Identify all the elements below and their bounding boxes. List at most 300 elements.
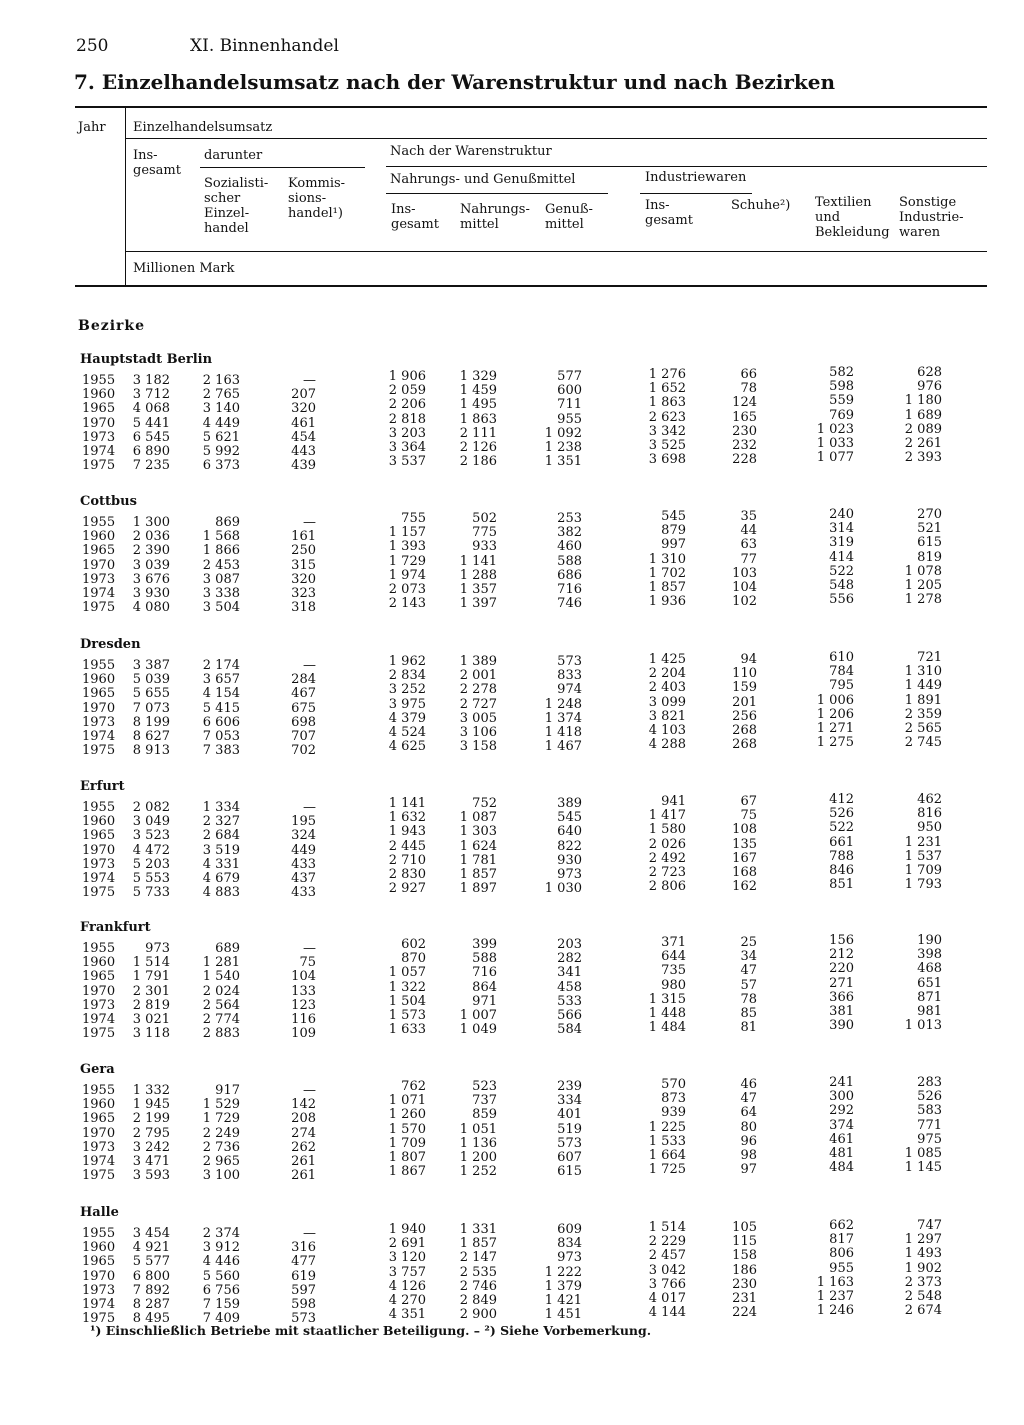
table-cell: 775: [472, 525, 497, 541]
table-cell: 597: [291, 1282, 316, 1298]
table-cell: 607: [557, 1149, 582, 1165]
table-cell: 1973: [82, 429, 116, 445]
rule-bottom: [75, 285, 987, 287]
table-cell: 1960: [82, 529, 116, 545]
table-cell: 8 199: [132, 714, 170, 730]
table-cell: 2 403: [648, 680, 686, 696]
table-cell: 481: [829, 1145, 854, 1161]
table-cell: 3 525: [648, 437, 686, 453]
column-kommissionshandel: [291, 1084, 316, 1183]
table-cell: 2 111: [459, 425, 497, 441]
table-cell: 2 745: [904, 735, 942, 751]
column-industriewaren-insgesamt: [649, 510, 686, 609]
table-cell: 523: [472, 1079, 497, 1094]
table-cell: 7 235: [132, 458, 170, 474]
column-textilien-bekleidung: [829, 508, 854, 607]
table-cell: 1 807: [388, 1149, 426, 1165]
table-cell: 1973: [82, 714, 116, 730]
table-cell: 1 379: [544, 1278, 582, 1294]
table-cell: 577: [557, 369, 582, 384]
table-cell: 1974: [82, 870, 116, 886]
table-cell: 316: [291, 1240, 316, 1256]
table-cell: 1 417: [648, 808, 686, 824]
table-cell: 116: [291, 1011, 316, 1027]
column-genussmittel: [557, 938, 582, 1037]
table-cell: 2 143: [388, 596, 426, 612]
table-cell: 1 051: [459, 1121, 497, 1137]
header-schuhe: Schuhe²): [731, 198, 791, 213]
table-cell: 1960: [82, 672, 116, 688]
table-cell: 98: [740, 1147, 757, 1163]
table-cell: 873: [661, 1091, 686, 1107]
table-cell: 1 632: [388, 810, 426, 826]
table-cell: 3 338: [202, 585, 240, 601]
table-cell: 1 145: [904, 1160, 942, 1176]
table-cell: 230: [732, 1276, 757, 1292]
table-cell: 559: [829, 393, 854, 409]
table-cell: 315: [291, 557, 316, 573]
table-cell: 1970: [82, 842, 116, 858]
table-cell: 1 334: [202, 800, 240, 815]
table-cell: 8 913: [132, 743, 170, 759]
table-cell: 533: [557, 993, 582, 1009]
table-cell: 973: [557, 1250, 582, 1266]
table-cell: 2 548: [904, 1288, 942, 1304]
table-cell: 721: [917, 650, 942, 665]
table-cell: 545: [557, 810, 582, 826]
table-cell: 8 627: [132, 728, 170, 744]
table-cell: 300: [829, 1089, 854, 1105]
table-cell: 795: [829, 678, 854, 694]
table-cell: 3 039: [132, 557, 170, 573]
table-cell: 1 260: [388, 1107, 426, 1123]
table-cell: 5 577: [132, 1254, 170, 1270]
table-cell: 556: [829, 592, 854, 608]
table-cell: 7 053: [202, 728, 240, 744]
table-cell: 468: [917, 961, 942, 977]
table-cell: 4 679: [202, 870, 240, 886]
table-cell: 2 806: [648, 879, 686, 895]
table-cell: 231: [732, 1290, 757, 1306]
table-cell: 1974: [82, 585, 116, 601]
table-cell: 1 897: [459, 881, 497, 897]
table-cell: 939: [661, 1105, 686, 1121]
table-cell: 399: [472, 937, 497, 952]
table-cell: 135: [732, 836, 757, 852]
table-cell: 698: [291, 714, 316, 730]
table-cell: 1 033: [816, 435, 854, 451]
table-cell: 1 007: [459, 1007, 497, 1023]
table-cell: 615: [917, 535, 942, 551]
table-cell: 1 389: [459, 654, 497, 669]
table-cell: 477: [291, 1254, 316, 1270]
table-cell: 1 303: [459, 824, 497, 840]
table-cell: 4 270: [388, 1292, 426, 1308]
table-cell: 1965: [82, 401, 116, 417]
table-cell: 2 765: [202, 387, 240, 403]
table-cell: 220: [829, 961, 854, 977]
table-cell: 8 495: [132, 1311, 170, 1327]
table-cell: 662: [829, 1218, 854, 1233]
table-cell: 2 199: [132, 1111, 170, 1127]
table-cell: 1 857: [648, 579, 686, 595]
table-cell: 4 080: [132, 600, 170, 616]
table-cell: 1 252: [459, 1164, 497, 1180]
district-name: Erfurt: [80, 779, 125, 794]
table-cell: —: [303, 941, 316, 956]
table-cell: —: [303, 1226, 316, 1241]
table-cell: 5 415: [202, 700, 240, 716]
table-cell: 661: [829, 834, 854, 850]
table-cell: 103: [732, 565, 757, 581]
table-cell: 320: [291, 401, 316, 417]
table-cell: 871: [917, 989, 942, 1005]
column-kommissionshandel: [291, 942, 316, 1041]
table-cell: 1955: [82, 658, 116, 673]
table-cell: 1 180: [904, 393, 942, 409]
table-cell: 3 821: [648, 708, 686, 724]
table-cell: 2 261: [904, 435, 942, 451]
table-cell: 2 453: [202, 557, 240, 573]
table-cell: 1 222: [544, 1264, 582, 1280]
table-cell: 545: [661, 509, 686, 524]
column-insgesamt: [133, 942, 170, 1041]
table-cell: 1974: [82, 1153, 116, 1169]
table-cell: 689: [215, 941, 240, 956]
table-cell: 2 073: [388, 581, 426, 597]
table-cell: 3 757: [388, 1264, 426, 1280]
table-cell: 460: [557, 539, 582, 555]
table-cell: 7 159: [202, 1296, 240, 1312]
table-cell: 981: [917, 1003, 942, 1019]
table-cell: 461: [829, 1131, 854, 1147]
table-cell: 941: [661, 794, 686, 809]
column-textilien-bekleidung: [817, 1219, 854, 1318]
table-cell: 1 729: [388, 553, 426, 569]
column-year: [82, 942, 115, 1041]
table-cell: 755: [401, 511, 426, 526]
table-cell: 806: [829, 1246, 854, 1262]
table-cell: 1970: [82, 557, 116, 573]
table-cell: 1 943: [388, 824, 426, 840]
column-sozialistischer-einzelhandel: [203, 1227, 240, 1326]
table-cell: 582: [829, 365, 854, 380]
table-cell: 1974: [82, 728, 116, 744]
table-cell: 443: [291, 443, 316, 459]
table-cell: 5 039: [132, 672, 170, 688]
table-cell: 816: [917, 806, 942, 822]
table-cell: 5 441: [132, 415, 170, 431]
table-cell: 109: [291, 1026, 316, 1042]
column-insgesamt: [133, 801, 170, 900]
table-cell: 502: [472, 511, 497, 526]
rule-warenstruktur: [386, 166, 987, 167]
table-cell: 879: [661, 523, 686, 539]
table-cell: 762: [401, 1079, 426, 1094]
table-cell: 2 795: [132, 1125, 170, 1141]
table-cell: 1 781: [459, 852, 497, 868]
table-cell: 389: [557, 796, 582, 811]
district-name: Halle: [80, 1205, 119, 1220]
table-cell: 1 237: [816, 1288, 854, 1304]
table-cell: 3 252: [388, 682, 426, 698]
table-cell: 1 331: [459, 1222, 497, 1237]
table-cell: 203: [557, 937, 582, 952]
table-cell: 747: [917, 1218, 942, 1233]
table-cell: 1 246: [816, 1303, 854, 1319]
table-cell: 3 021: [132, 1011, 170, 1027]
table-cell: 81: [740, 1020, 757, 1036]
table-cell: 5 621: [202, 429, 240, 445]
table-cell: 4 379: [388, 710, 426, 726]
table-cell: 2 374: [202, 1226, 240, 1241]
table-cell: 3 454: [132, 1226, 170, 1241]
column-nahrung-genuss-insgesamt: [389, 797, 426, 896]
table-cell: 2 327: [202, 814, 240, 830]
table-cell: 3 930: [132, 585, 170, 601]
table-cell: 85: [740, 1005, 757, 1021]
table-cell: 819: [917, 549, 942, 565]
table-cell: 3 766: [648, 1276, 686, 1292]
table-cell: 570: [661, 1077, 686, 1092]
table-cell: 1 533: [648, 1133, 686, 1149]
table-cell: 1970: [82, 700, 116, 716]
table-cell: 390: [829, 1018, 854, 1034]
table-cell: 104: [732, 579, 757, 595]
table-cell: 34: [740, 949, 757, 965]
column-nahrungsmittel: [460, 938, 497, 1037]
table-cell: 484: [829, 1160, 854, 1176]
table-cell: —: [303, 658, 316, 673]
header-insgesamt: Ins- gesamt: [133, 148, 181, 178]
table-cell: 3 182: [132, 373, 170, 388]
table-cell: 1 793: [904, 877, 942, 893]
table-cell: 2 206: [388, 397, 426, 413]
table-cell: 7 409: [202, 1311, 240, 1327]
table-cell: 4 472: [132, 842, 170, 858]
table-cell: 437: [291, 870, 316, 886]
table-cell: 66: [740, 367, 757, 382]
table-cell: 930: [557, 852, 582, 868]
table-cell: 1 092: [544, 425, 582, 441]
table-cell: 615: [557, 1164, 582, 1180]
table-cell: 3 676: [132, 571, 170, 587]
table-cell: 1 013: [904, 1018, 942, 1034]
table-cell: 1 206: [816, 706, 854, 722]
table-cell: 3 242: [132, 1139, 170, 1155]
table-cell: 4 017: [648, 1290, 686, 1306]
table-cell: 1 141: [388, 796, 426, 811]
table-cell: 2 089: [904, 421, 942, 437]
table-cell: 8 287: [132, 1296, 170, 1312]
table-cell: 2 927: [388, 881, 426, 897]
table-cell: 583: [917, 1103, 942, 1119]
table-cell: 784: [829, 664, 854, 680]
column-year: [82, 659, 115, 758]
column-nahrungsmittel: [460, 512, 497, 611]
table-cell: 2 736: [202, 1139, 240, 1155]
table-cell: 3 975: [388, 696, 426, 712]
column-industriewaren-insgesamt: [649, 1221, 686, 1320]
table-cell: 1965: [82, 1254, 116, 1270]
table-cell: 4 068: [132, 401, 170, 417]
table-cell: 1 275: [816, 735, 854, 751]
table-cell: 168: [732, 864, 757, 880]
table-cell: 2 830: [388, 866, 426, 882]
column-insgesamt: [133, 1084, 170, 1183]
table-cell: 746: [557, 596, 582, 612]
table-cell: 702: [291, 743, 316, 759]
table-cell: 628: [917, 365, 942, 380]
table-cell: 1965: [82, 543, 116, 559]
header-iw-insgesamt: Ins- gesamt: [645, 198, 693, 228]
table-cell: 869: [215, 515, 240, 530]
table-cell: 1 310: [904, 664, 942, 680]
table-cell: 25: [740, 935, 757, 950]
table-cell: 412: [829, 792, 854, 807]
table-cell: 4 103: [648, 722, 686, 738]
column-year: [82, 1084, 115, 1183]
table-cell: 240: [829, 507, 854, 522]
table-cell: 2 834: [388, 668, 426, 684]
table-cell: 1975: [82, 1026, 116, 1042]
table-cell: 314: [829, 521, 854, 537]
table-cell: —: [303, 373, 316, 388]
table-cell: 1 906: [388, 369, 426, 384]
table-cell: 771: [917, 1117, 942, 1133]
table-cell: 1 709: [904, 862, 942, 878]
table-cell: 4 331: [202, 856, 240, 872]
table-cell: 1 568: [202, 529, 240, 545]
table-cell: 3 203: [388, 425, 426, 441]
table-cell: 997: [661, 537, 686, 553]
table-cell: 3 364: [388, 439, 426, 455]
table-cell: 341: [557, 965, 582, 981]
table-cell: 6 890: [132, 443, 170, 459]
table-cell: 3 523: [132, 828, 170, 844]
table-cell: 1975: [82, 600, 116, 616]
table-cell: 2 445: [388, 838, 426, 854]
table-cell: 1 141: [459, 553, 497, 569]
table-cell: 1 570: [388, 1121, 426, 1137]
header-textilien: Textilien und Bekleidung: [815, 195, 890, 240]
table-cell: 1 863: [648, 395, 686, 411]
table-cell: 1 709: [388, 1135, 426, 1151]
table-cell: 584: [557, 1022, 582, 1038]
table-cell: 2 727: [459, 696, 497, 712]
table-cell: 573: [557, 1135, 582, 1151]
table-cell: 1 374: [544, 710, 582, 726]
table-cell: 2 082: [132, 800, 170, 815]
table-cell: 3 519: [202, 842, 240, 858]
column-sonstige-industriewaren: [905, 793, 942, 892]
district-name: Dresden: [80, 637, 141, 652]
district-name: Hauptstadt Berlin: [80, 352, 213, 367]
column-nahrung-genuss-insgesamt: [389, 1080, 426, 1179]
table-cell: 3 049: [132, 814, 170, 830]
table-cell: 2 819: [132, 997, 170, 1013]
table-cell: 933: [472, 539, 497, 555]
table-cell: 610: [829, 650, 854, 665]
table-cell: 268: [732, 722, 757, 738]
table-cell: 1975: [82, 1168, 116, 1184]
table-cell: 2 278: [459, 682, 497, 698]
table-cell: 2 393: [904, 450, 942, 466]
table-cell: 2 059: [388, 383, 426, 399]
table-cell: 5 655: [132, 686, 170, 702]
table-cell: 2 564: [202, 997, 240, 1013]
column-industriewaren-insgesamt: [649, 1078, 686, 1177]
table-cell: 519: [557, 1121, 582, 1137]
table-cell: 2 900: [459, 1307, 497, 1323]
column-year: [82, 516, 115, 615]
table-cell: 230: [732, 423, 757, 439]
table-cell: 3 342: [648, 423, 686, 439]
table-cell: 1 493: [904, 1246, 942, 1262]
table-cell: 1 049: [459, 1022, 497, 1038]
table-cell: 3 100: [202, 1168, 240, 1184]
table-cell: 1970: [82, 415, 116, 431]
table-cell: 1 863: [459, 411, 497, 427]
table-cell: 261: [291, 1153, 316, 1169]
table-cell: 371: [661, 935, 686, 950]
column-insgesamt: [133, 516, 170, 615]
column-sozialistischer-einzelhandel: [203, 374, 240, 473]
column-textilien-bekleidung: [829, 1076, 854, 1175]
section-label-bezirke: Bezirke: [78, 318, 145, 334]
table-cell: 1960: [82, 1240, 116, 1256]
table-cell: 573: [291, 1311, 316, 1327]
table-cell: 2 565: [904, 720, 942, 736]
table-cell: 976: [917, 379, 942, 395]
table-cell: 1975: [82, 885, 116, 901]
table-cell: 4 449: [202, 415, 240, 431]
table-cell: 67: [740, 794, 757, 809]
table-cell: 2 684: [202, 828, 240, 844]
table-cell: 1 573: [388, 1007, 426, 1023]
table-cell: 1 449: [904, 678, 942, 694]
table-cell: 1 248: [544, 696, 582, 712]
table-cell: 4 144: [648, 1305, 686, 1321]
table-cell: 1 163: [816, 1274, 854, 1290]
table-cell: 77: [740, 551, 757, 567]
header-jahr: Jahr: [78, 120, 106, 135]
district-name: Cottbus: [80, 494, 137, 509]
table-cell: 1 624: [459, 838, 497, 854]
table-cell: 2 147: [459, 1250, 497, 1266]
table-cell: 1955: [82, 800, 116, 815]
column-year: [82, 374, 115, 473]
table-cell: 1 791: [132, 969, 170, 985]
table-cell: 167: [732, 850, 757, 866]
table-cell: 1 225: [648, 1119, 686, 1135]
table-cell: 292: [829, 1103, 854, 1119]
table-cell: 588: [472, 951, 497, 967]
column-kommissionshandel: [291, 801, 316, 900]
header-ng-insgesamt: Ins- gesamt: [391, 202, 439, 232]
header-warenstruktur: Nach der Warenstruktur: [390, 144, 552, 159]
table-cell: 2 691: [388, 1236, 426, 1252]
table-cell: 1 357: [459, 581, 497, 597]
column-insgesamt: [133, 374, 170, 473]
column-kommissionshandel: [291, 659, 316, 758]
table-cell: 521: [917, 521, 942, 537]
table-cell: 1965: [82, 686, 116, 702]
table-cell: 282: [557, 951, 582, 967]
table-cell: 870: [401, 951, 426, 967]
table-cell: 64: [740, 1105, 757, 1121]
table-cell: 1 281: [202, 955, 240, 971]
